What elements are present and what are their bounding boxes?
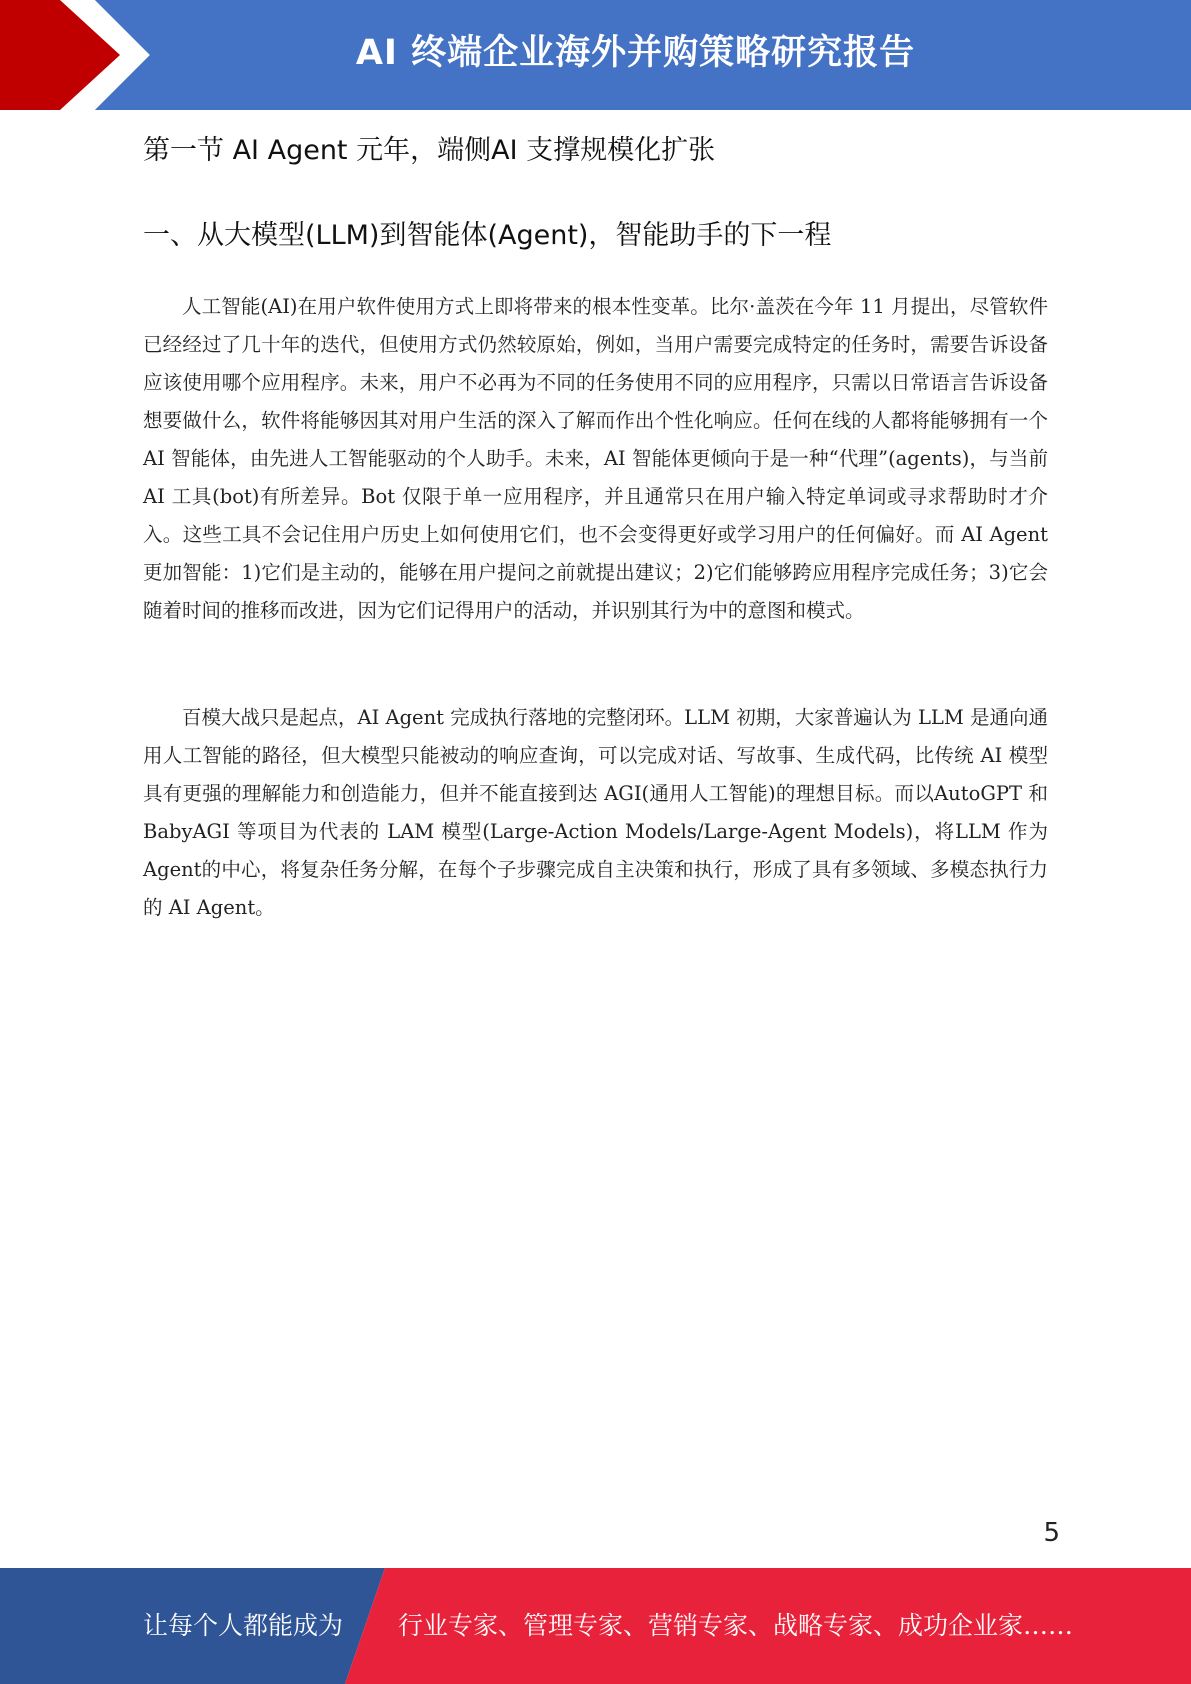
footer-banner [0, 1568, 1191, 1684]
section-heading: 第一节 AI Agent 元年，端侧AI 支撑规模化扩张 [143, 135, 716, 166]
footer-slogan-right: 行业专家、管理专家、营销专家、战略专家、成功企业家…… [398, 1611, 1074, 1640]
footer-slogan-left: 让每个人都能成为 [143, 1611, 344, 1640]
subsection-heading: 一、从大模型(LLM)到智能体(Agent)，智能助手的下一程 [143, 220, 832, 251]
page-number: 5 [1043, 1518, 1060, 1548]
body-paragraph: 百模大战只是起点，AI Agent 完成执行落地的完整闭环。LLM 初期，大家普遍认为 LLM 是通向通用人工智能的路径，但大模型只能被动的响应查询，可以完成对话、写故事、生成代码，比传统 AI 模型具有更强的理解能力和创造能力，但并不能直接到达 AGI(通用人工智能)的理想目标。而以AutoGPT 和BabyAGI 等项目为代表的 LAM 模型(Large-Action Models/Large-Agent Models)，将LLM 作为Agent的中心，将复杂任务分解，在每个子步骤完成自主决策和执行，形成了具有多领域、多模态执行力的 AI Agent。 [143, 706, 1049, 919]
body-paragraph: 人工智能(AI)在用户软件使用方式上即将带来的根本性变革。比尔·盖茨在今年 11 月提出，尽管软件已经经过了几十年的迭代，但使用方式仍然较原始，例如，当用户需要完成特定的任务时，需要告诉设备应该使用哪个应用程序。未来，用户不必再为不同的任务使用不同的应用程序，只需以日常语言告诉设备想要做什么，软件将能够因其对用户生活的深入了解而作出个性化响应。任何在线的人都将能够拥有一个 AI 智能体，由先进人工智能驱动的个人助手。未来，AI 智能体更倾向于是一种“代理”(agents)，与当前AI 工具(bot)有所差异。Bot 仅限于单一应用程序，并且通常只在用户输入特定单词或寻求帮助时才介入。这些工具不会记住用户历史上如何使用它们，也不会变得更好或学习用户的任何偏好。而 AI Agent 更加智能：1)它们是主动的，能够在用户提问之前就提出建议；2)它们能够跨应用程序完成任务；3)它会随着时间的推移而改进，因为它们记得用户的活动，并识别其行为中的意图和模式。 [143, 295, 1048, 622]
report-title: AI 终端企业海外并购策略研究报告 [355, 33, 916, 73]
header-banner [0, 0, 1191, 110]
